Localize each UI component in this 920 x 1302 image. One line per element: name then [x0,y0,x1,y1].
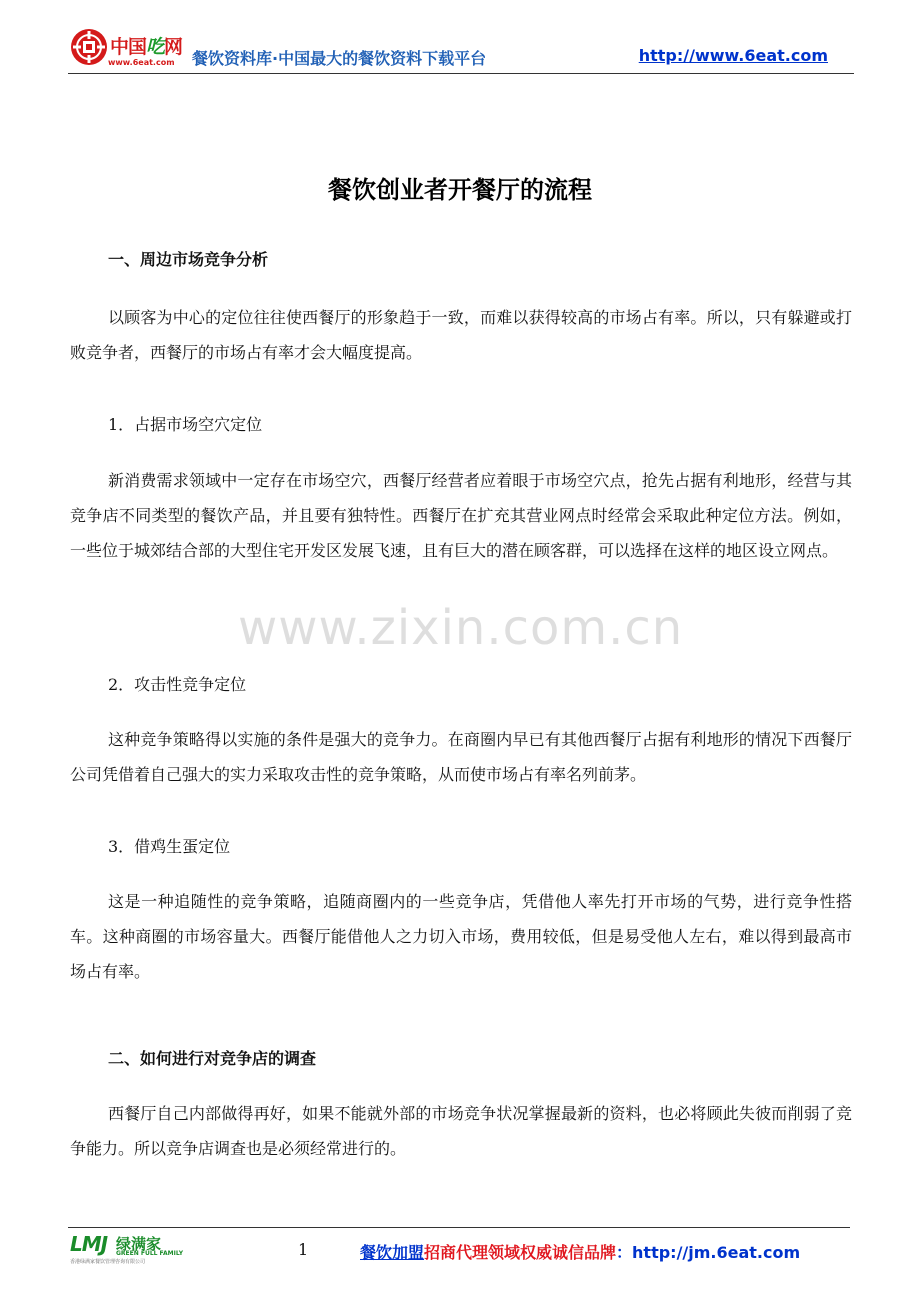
document-title: 餐饮创业者开餐厅的流程 [328,176,592,204]
section-heading-1: 一、周边市场竞争分析 [108,250,269,269]
paragraph-sub2: 这种竞争策略得以实施的条件是强大的竞争力。在商圈内早已有其他西餐厅占据有利地形的情况下西餐厅公司凭借着自己强大的实力采取攻击性的竞争策略，从而使市场占有率名列前茅。 [70,730,852,784]
header-divider [68,73,854,74]
footer-logo-cn: 绿满家 [116,1235,162,1253]
site-url-link[interactable]: http://www.6eat.com [638,46,828,65]
logo-emblem-icon [70,28,108,66]
footer-url-link[interactable]: ：http://jm.6eat.com [616,1243,801,1262]
subheading-3: 3．借鸡生蛋定位 [108,837,231,856]
paragraph-sub3: 这是一种追随性的竞争策略，追随商圈内的一些竞争店，凭借他人率先打开市场的气势，进行竞争性搭车。这种商圈的市场容量大。西餐厅能借他人之力切入市场，费用较低，但是易受他人左右，难以得到最高市场占有率。 [70,892,852,981]
section-heading-2: 二、如何进行对竞争店的调查 [108,1049,317,1068]
footer-slogan [360,1240,800,1263]
logo-url: www.6eat.com [108,58,175,67]
footer-logo[interactable] [70,1232,190,1266]
subheading-1: 1．占据市场空穴定位 [108,415,263,434]
page-header [68,26,854,74]
site-logo[interactable] [68,26,186,70]
footer-slogan-text: 招商代理领域权威诚信品牌 [424,1243,617,1262]
subheading-2: 2．攻击性竞争定位 [108,675,247,694]
footer-logo-company: 香港绿满家餐饮管理咨询有限公司 [70,1259,146,1265]
footer-logo-mark: LMJ [70,1232,108,1256]
footer-divider [68,1227,850,1228]
franchise-link[interactable]: 餐饮加盟 [360,1243,425,1262]
paragraph-section1-intro: 以顾客为中心的定位往往使西餐厅的形象趋于一致，而难以获得较高的市场占有率。所以，只有躲避或打败竞争者，西餐厅的市场占有率才会大幅度提高。 [70,308,852,362]
page-number: 1 [298,1240,309,1259]
paragraph-section2: 西餐厅自己内部做得再好，如果不能就外部的市场竞争状况掌握最新的资料，也必将顾此失彼而削弱了竞争能力。所以竞争店调查也是必须经常进行的。 [70,1104,852,1158]
paragraph-sub1: 新消费需求领域中一定存在市场空穴，西餐厅经营者应着眼于市场空穴点，抢先占据有利地形，经营与其竞争店不同类型的餐饮产品，并且要有独特性。西餐厅在扩充其营业网点时经常会采取此种定位方法。例如，一些位于城郊结合部的大型住宅开发区发展飞速，且有巨大的潜在顾客群，可以选择在这样的地区设立网点。 [70,471,852,560]
footer-logo-en: GREEN FULL FAMILY [116,1250,184,1257]
watermark: www.zixin.com.cn [238,600,684,656]
site-title: 餐饮资料库·中国最大的餐饮资料下载平台 [192,49,487,68]
logo-text: 中国吃网 [110,36,183,58]
